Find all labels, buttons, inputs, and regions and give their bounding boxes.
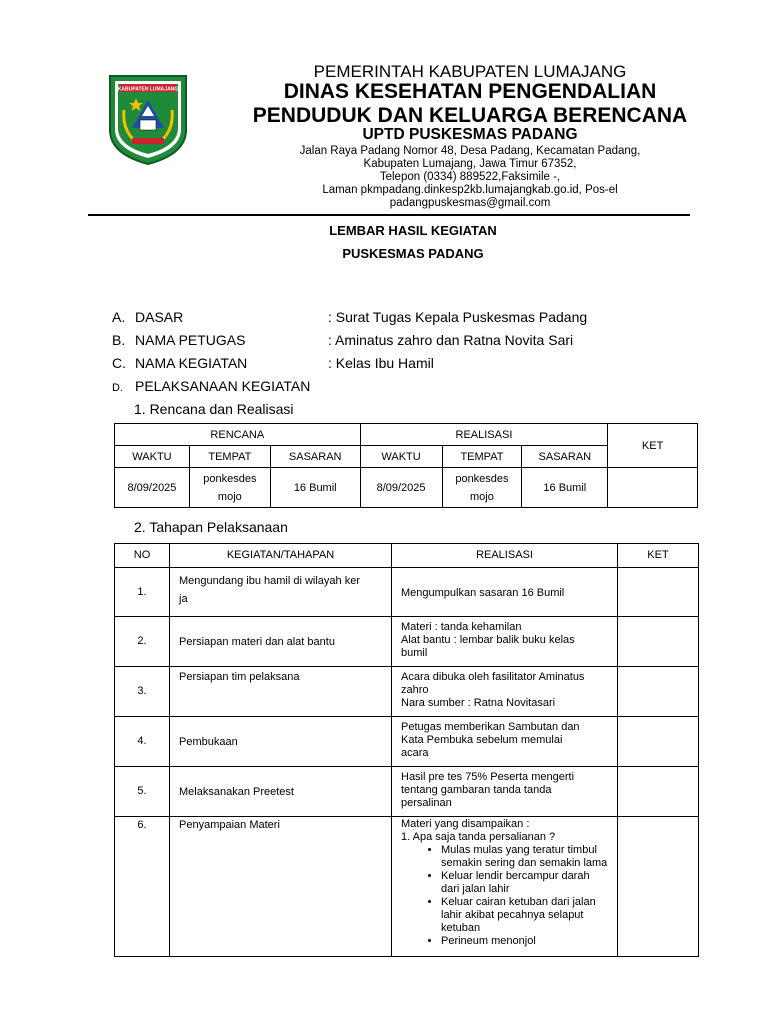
row-realisasi: Materi : tanda kehamilan Alat bantu : lembar balik buku kelas bumil — [392, 617, 618, 667]
cell-waktu-rencana: 8/09/2025 — [115, 468, 190, 508]
table-row — [115, 717, 699, 767]
materi-bullet-list — [401, 844, 608, 948]
row-ket — [618, 568, 699, 617]
field-value-dasar: : Surat Tugas Kepala Puskesmas Padang — [328, 309, 588, 325]
row-ket — [618, 617, 699, 667]
header-kegiatan: KEGIATAN/TAHAPAN — [170, 544, 392, 568]
field-value-nama-kegiatan: : Kelas Ibu Hamil — [328, 355, 434, 371]
list-item: • Perineum menonjol — [441, 935, 608, 948]
section-title-tahapan: 2. Tahapan Pelaksanaan — [134, 519, 288, 535]
subheader-tempat: TEMPAT — [442, 446, 522, 468]
subheader-waktu: WAKTU — [360, 446, 442, 468]
list-item: • Keluar lendir bercampur darah dari jalan lahir — [441, 870, 608, 896]
tahapan-table — [114, 543, 699, 957]
field-label-nama-petugas: B. NAMA PETUGAS — [112, 332, 246, 348]
row-number: 2. — [115, 617, 170, 667]
section-title-rencana: 1. Rencana dan Realisasi — [134, 401, 294, 417]
subheader-waktu: WAKTU — [115, 446, 190, 468]
government-name: PEMERINTAH KABUPATEN LUMAJANG — [313, 62, 627, 81]
address-line: padangpuskesmas@gmail.com — [389, 197, 551, 209]
row-realisasi: Mengumpulkan sasaran 16 Bumil — [392, 568, 618, 617]
logo-lettering: KABUPATEN LUMAJANG — [117, 86, 179, 93]
uptd-name: UPTD PUSKESMAS PADANG — [362, 126, 578, 143]
cell-waktu-realisasi: 8/09/2025 — [360, 468, 442, 508]
table-row — [115, 667, 699, 717]
row-number: 3. — [115, 667, 170, 717]
row-ket — [618, 817, 699, 957]
address-line: Laman pkmpadang.dinkesp2kb.lumajangkab.go.id, Pos-el — [322, 184, 618, 196]
row-kegiatan: Persiapan materi dan alat bantu — [170, 617, 392, 667]
header-ket: KET — [618, 544, 699, 568]
row-number: 5. — [115, 767, 170, 817]
row-number: 6. — [115, 817, 170, 957]
row-ket — [618, 767, 699, 817]
header-ket: KET — [608, 424, 698, 468]
cell-tempat-realisasi: ponkesdes mojo — [442, 468, 522, 508]
field-label-dasar: A. DASAR — [112, 309, 184, 325]
row-kegiatan: Penyampaian Materi — [170, 817, 392, 957]
field-value-nama-petugas: : Aminatus zahro dan Ratna Novita Sari — [328, 332, 574, 348]
document-subtitle: PUSKESMAS PADANG — [342, 246, 484, 261]
list-item: • Keluar cairan ketuban dari jalan lahir akibat pecahnya selaput ketuban — [441, 896, 608, 935]
row-realisasi: Materi yang disampaikan : 1. Apa saja tanda persalianan ? • Mulas mulas yang teratur timbul semakin sering dan semakin lama • Keluar lendir bercampur darah dari jalan lahir • Keluar cairan ketuban dari jalan lahir akibat pecahnya selaput ketuban • Perineum menonjol — [392, 817, 618, 957]
row-kegiatan: Persiapan tim pelaksana — [170, 667, 392, 717]
cell-tempat-rencana: ponkesdes mojo — [189, 468, 270, 508]
cell-ket — [608, 468, 698, 508]
cell-sasaran-realisasi: 16 Bumil — [522, 468, 608, 508]
address-line: Kabupaten Lumajang, Jawa Timur 67352, — [363, 158, 577, 170]
header-realisasi: REALISASI — [392, 544, 618, 568]
row-realisasi: Petugas memberikan Sambutan dan Kata Pembuka sebelum memulai acara — [392, 717, 618, 767]
header-divider — [88, 214, 690, 216]
header-no: NO — [115, 544, 170, 568]
row-kegiatan: Pembukaan — [170, 717, 392, 767]
table-row — [115, 617, 699, 667]
row-number: 4. — [115, 717, 170, 767]
list-item: • Mulas mulas yang teratur timbul semakin sering dan semakin lama — [441, 844, 608, 870]
cell-sasaran-rencana: 16 Bumil — [270, 468, 360, 508]
table-row — [115, 767, 699, 817]
agency-name-line1: DINAS KESEHATAN PENGENDALIAN — [283, 80, 657, 103]
subheader-tempat: TEMPAT — [189, 446, 270, 468]
field-label-nama-kegiatan: C. NAMA KEGIATAN — [112, 355, 248, 371]
subheader-sasaran: SASARAN — [522, 446, 608, 468]
address-line: Telepon (0334) 889522,Faksimile -, — [379, 171, 561, 183]
rencana-realisasi-table — [114, 423, 698, 508]
field-label-pelaksanaan: D. PELAKSANAAN KEGIATAN — [112, 378, 311, 394]
row-ket — [618, 717, 699, 767]
subheader-sasaran: SASARAN — [270, 446, 360, 468]
row-ket — [618, 667, 699, 717]
table-row — [115, 817, 699, 957]
header-realisasi: REALISASI — [360, 424, 608, 446]
row-realisasi: Hasil pre tes 75% Peserta mengerti tentang gambaran tanda tanda persalinan — [392, 767, 618, 817]
row-kegiatan: Mengundang ibu hamil di wilayah ker ja — [170, 568, 392, 617]
kabupaten-lumajang-logo — [106, 70, 190, 166]
header-rencana: RENCANA — [115, 424, 361, 446]
address-line: Jalan Raya Padang Nomor 48, Desa Padang, Kecamatan Padang, — [299, 145, 641, 157]
row-realisasi: Acara dibuka oleh fasilitator Aminatus zahro Nara sumber : Ratna Novitasari — [392, 667, 618, 717]
agency-name-line2: PENDUDUK DAN KELUARGA BERENCANA — [252, 104, 688, 127]
row-number: 1. — [115, 568, 170, 617]
document-title: LEMBAR HASIL KEGIATAN — [329, 223, 497, 238]
row-kegiatan: Melaksanakan Preetest — [170, 767, 392, 817]
table-row — [115, 568, 699, 617]
